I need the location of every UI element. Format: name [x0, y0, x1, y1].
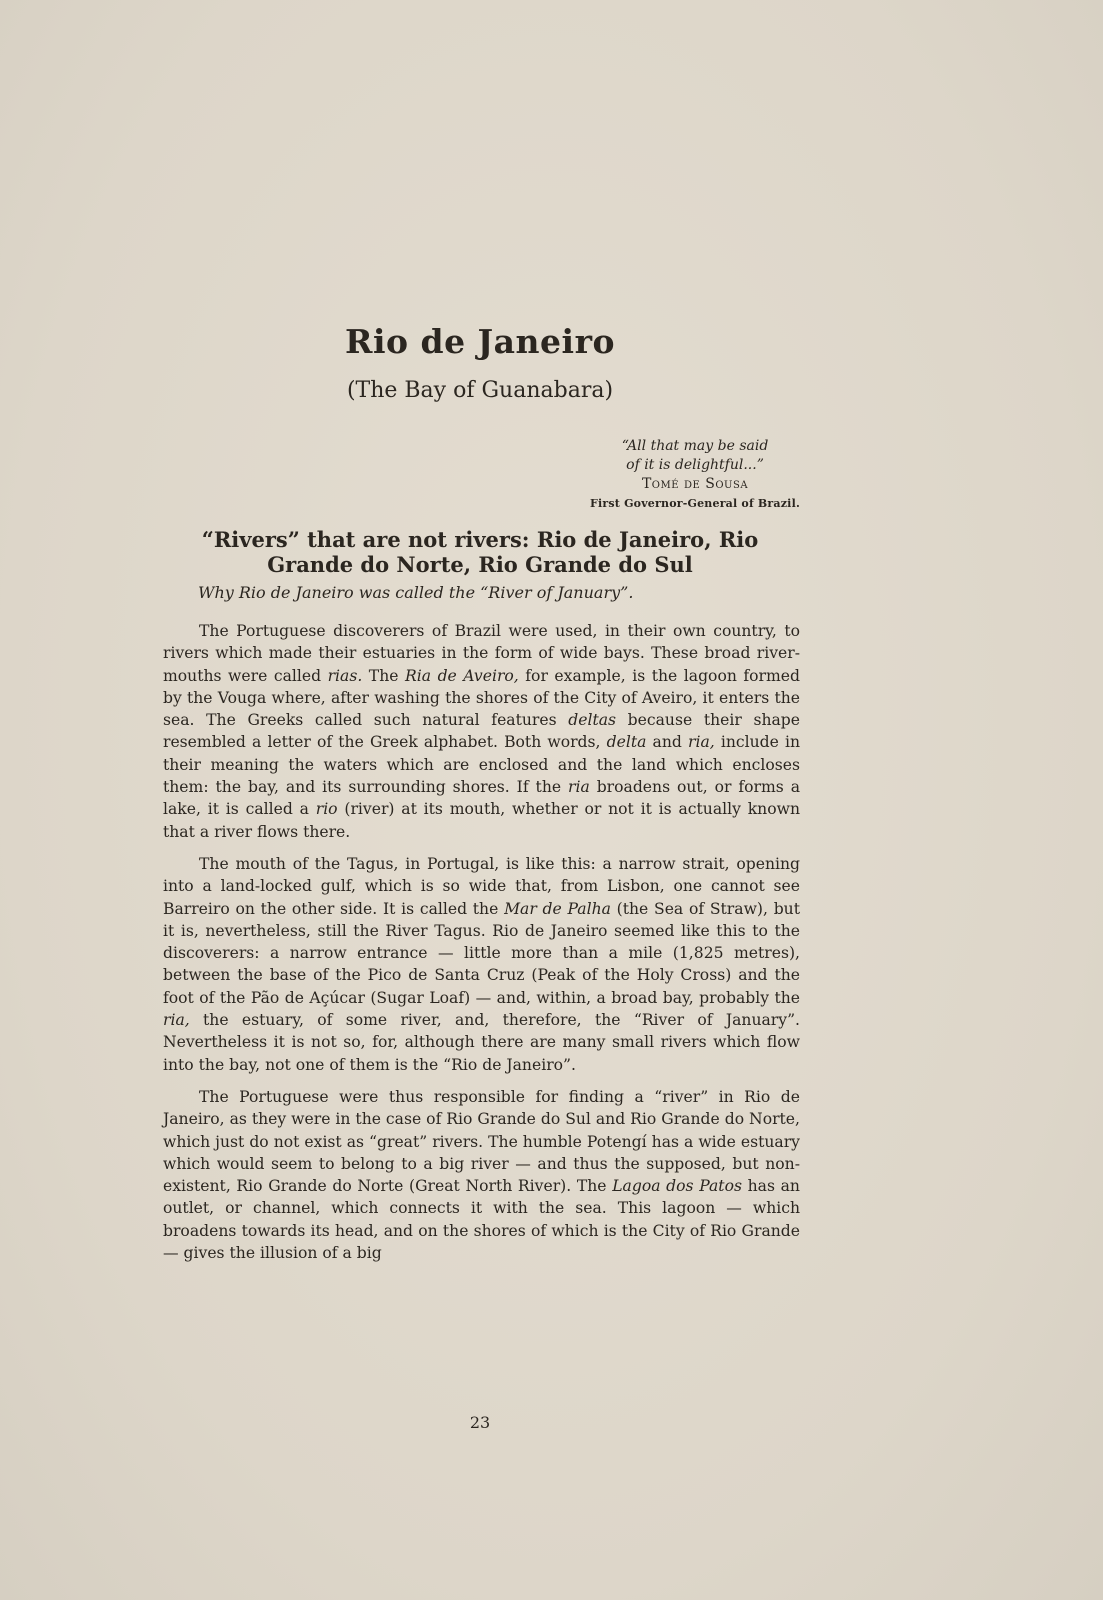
text-span: (the Sea of Straw), but it is, nevertheless, still the River Tagus. Rio de Janeiro seemed like this to the discoverers: a narrow entrance — little more than a mile (1,825 metres), between the base of the Pico de Santa Cruz (Peak of the Holy Cross) and the foot of the Pão de Açúcar (Sugar Loaf) — and, within, a broad bay, probably the [163, 899, 800, 1007]
italic-term: Ria de Aveiro, [405, 666, 519, 685]
epigraph [560, 437, 830, 513]
italic-term: Lagoa dos Patos [612, 1177, 742, 1196]
epigraph-author: Tomé de Sousa [641, 476, 749, 492]
text-span: (river) at its mouth, whether or not it is actually known that a river flows there. [163, 800, 800, 841]
page-title: Rio de Janeiro [345, 322, 615, 361]
text-span: for example, is the lagoon formed by the Vouga where, after washing the shores of the City of Aveiro, it enters the sea. The Greeks called such natural features [163, 666, 801, 730]
text-span: broadens out, or forms a lake, it is called a [163, 778, 800, 819]
text-span: The Portuguese were thus responsible for finding a “river” in Rio de Janeiro, as they were in the case of Rio Grande do Sul and Rio Grande do Norte, which just do not exist as “great” rivers. The humble Potengí has a wide estuary which would seem to belong to a big river — and thus the supposed, but non-existent, Rio Grande do Norte (Great North River). The [163, 1087, 800, 1196]
text-span: because their shape resembled a letter of the Greek alphabet. Both words, [163, 711, 801, 752]
italic-term: rias. [327, 666, 363, 685]
page-subtitle: (The Bay of Guanabara) [346, 378, 614, 403]
text-span: The [362, 666, 406, 685]
paragraph-3 [163, 1086, 800, 1264]
text-span: the estuary, of some river, and, therefore, the “River of January”. Nevertheless it is not so, for, although there are many small rivers which flow into the bay, not one of them is the “Rio de Janeiro”. [163, 1011, 800, 1074]
text-span: and [646, 733, 688, 752]
italic-term: ria, [163, 1011, 190, 1030]
section-subheading: Why Rio de Janeiro was called the “River of January”. [198, 583, 634, 602]
page-number: 23 [469, 1413, 491, 1432]
italic-term: rio [315, 800, 338, 819]
paragraph-1 [163, 620, 800, 843]
epigraph-line-1: “All that may be said [621, 438, 769, 454]
epigraph-author-role: First Governor-General of Brazil. [590, 497, 800, 510]
epigraph-line-2: of it is delightful...” [626, 457, 764, 473]
text-span: has an outlet, or channel, which connects it with the sea. This lagoon — which broadens towards its head, and on the shores of which is the City of Rio Grande — gives the illusion of a big [163, 1177, 800, 1263]
text-span: include in their meaning the waters which are enclosed and the land which encloses them: the bay, and its surrounding shores. If the [163, 733, 801, 797]
italic-term: delta [606, 733, 647, 752]
italic-term: Mar de Palha [504, 899, 611, 918]
italic-term: ria, [688, 733, 715, 752]
text-span: The Portuguese discoverers of Brazil were used, in their own country, to rivers which made their estuaries in the form of wide bays. These broad river-mouths were called [163, 622, 800, 685]
section-heading: “Rivers” that are not rivers: Rio de Janeiro, Rio Grande do Norte, Rio Grande do Sul [201, 527, 759, 577]
paragraph-2 [163, 853, 800, 1076]
italic-term: deltas [568, 711, 617, 730]
italic-term: ria [568, 778, 590, 797]
body-text [163, 620, 800, 1274]
text-span: The mouth of the Tagus, in Portugal, is like this: a narrow strait, opening into a land-locked gulf, which is so wide that, from Lisbon, one cannot see Barreiro on the other side. It is called the [163, 854, 800, 918]
